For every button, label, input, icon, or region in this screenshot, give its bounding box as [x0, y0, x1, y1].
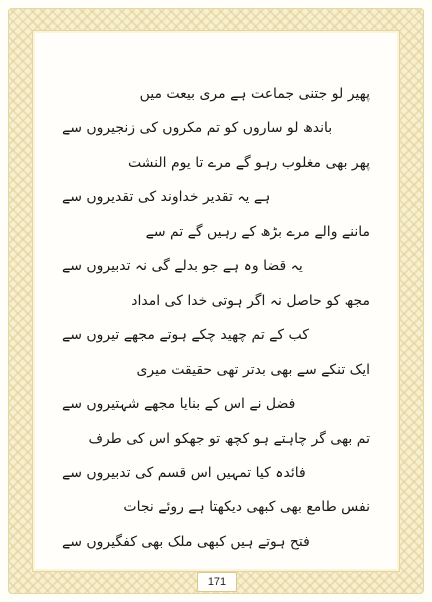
poem — [60, 84, 374, 552]
verse-line: فتح ہوتے ہیں کبھی ملک بھی کفگیروں سے — [62, 533, 310, 550]
verse-line: ہے یہ تقدیر خداوند کی تقدیروں سے — [62, 189, 271, 206]
verse-line: پھر بھی مغلوب رہو گے مرے تا یوم النشت — [127, 154, 370, 171]
verse-line: تم بھی گر چاہتے ہو کچھ تو جھکو اس کی طرف — [88, 430, 370, 447]
verse-line: فائدہ کیا تمہیں اس قسم کی تدبیروں سے — [62, 464, 306, 481]
verse-line: فضل نے اس کے بنایا مجھے شہتیروں سے — [62, 396, 296, 413]
page-number-box — [197, 572, 237, 592]
verse-line: ایک تنکے سے بھی بدتر تھی حقیقت میری — [136, 361, 370, 378]
verse-line: یہ قضا وہ ہے جو بدلے گی نہ تدبیروں سے — [62, 258, 303, 275]
verse-line: پھیر لو جتنی جماعت ہے مری بیعت میں — [139, 86, 370, 102]
verse-line: نفس طامع بھی کبھی دیکھتا ہے روئے نجات — [123, 499, 370, 516]
verse-line: کب کے تم چھید چکے ہوتے مجھے تیروں سے — [62, 327, 309, 344]
page-number: 171 — [207, 576, 227, 588]
verse-line: ماننے والے مرے بڑھ کے رہیں گے تم سے — [145, 223, 370, 240]
verse-line: مجھ کو حاصل نہ اگر ہوتی خدا کی امداد — [131, 292, 370, 309]
verse-line: باندھ لو ساروں کو تم مکروں کی زنجیروں سے — [62, 120, 333, 137]
